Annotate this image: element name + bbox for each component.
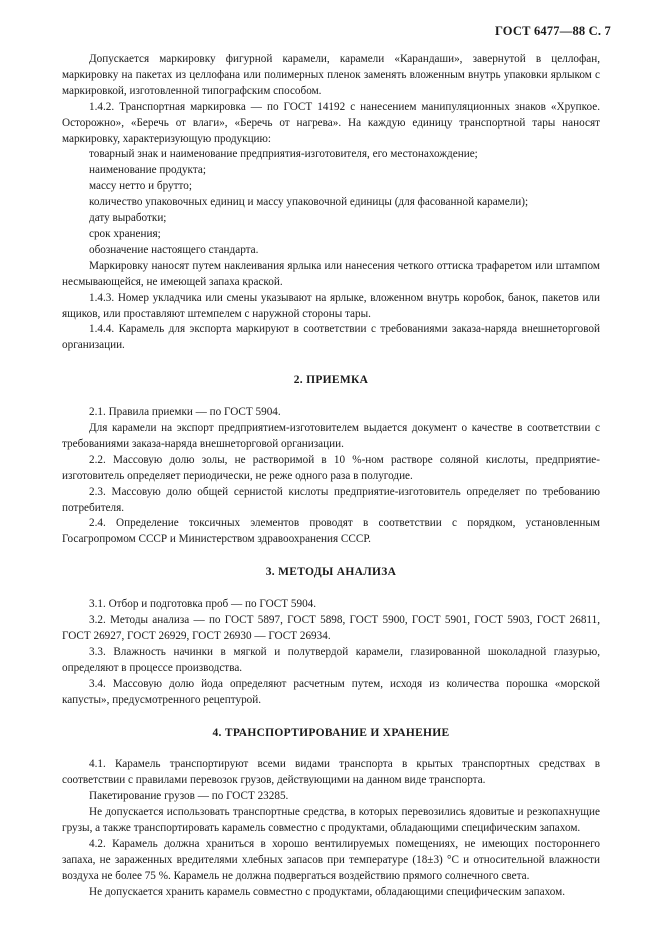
paragraph: Для карамели на экспорт предприятием-изготовителем выдается документ о качестве в соответствии с требованиями заказа-наряда внешнеторговой организации.	[62, 422, 600, 450]
list-item: наименование продукта;	[89, 164, 206, 177]
paragraph: 2.1. Правила приемки — по ГОСТ 5904.	[89, 406, 281, 419]
paragraph: 3.3. Влажность начинки в мягкой и полутвердой карамели, глазированной шоколадной глазурью, определяют в процессе производства.	[62, 645, 600, 674]
list-item: количество упаковочных единиц и массу упаковочной единицы (для фасованной карамели);	[89, 196, 529, 209]
list-item: дату выработки;	[89, 212, 167, 225]
paragraph: 1.4.2. Транспортная маркировка — по ГОСТ 14192 с нанесением манипуляционных знаков «Хрупкое. Осторожно», «Беречь от влаги», «Беречь от нагрева». На каждую единицу транспортной тары наносят маркировку, характеризующую продукцию:	[62, 100, 600, 145]
page-header: ГОСТ 6477—88 С. 7	[494, 24, 611, 38]
paragraph: 2.4. Определение токсичных элементов проводят в соответствии с порядком, установленным Госагропромом СССР и Министерством здравоохранения СССР.	[62, 517, 600, 546]
paragraph: 2.2. Массовую долю золы, не растворимой в 10 %-ном растворе соляной кислоты, предприятие-изготовитель определяет периодически, не реже одного раза в полугодие.	[62, 453, 600, 482]
paragraph: 4.1. Карамель транспортируют всеми видами транспорта в крытых транспортных средствах в соответствии с правилами перевозок грузов, действующими на данном виде транспорта.	[62, 758, 600, 787]
section-heading-acceptance: 2. ПРИЕМКА	[293, 374, 369, 387]
list-item: обозначение настоящего стандарта.	[89, 243, 259, 256]
paragraph: Допускается маркировку фигурной карамели, карамели «Карандаши», завернутой в целлофан, маркировку на пакетах из целлофана или полимерных пленок заменять вложенным внутрь упаковки ярлыком с маркировкой, изготовленной типографским способом.	[62, 53, 600, 97]
paragraph: 1.4.3. Номер укладчика или смены указывают на ярлыке, вложенном внутрь коробок, банок, пакетов или ящиков, или проставляют штемпелем с наружной стороны тары.	[62, 291, 600, 320]
list-item: товарный знак и наименование предприятия-изготовителя, его местонахождение;	[89, 148, 478, 161]
paragraph: Пакетирование грузов — по ГОСТ 23285.	[89, 790, 289, 803]
paragraph: Не допускается хранить карамель совместно с продуктами, обладающими специфическим запахом.	[89, 885, 565, 898]
paragraph: Не допускается использовать транспортные средства, в которых перевозились ядовитые и резкопахнущие грузы, а также транспортировать карамель совместно с продуктами, обладающими специфическим запахом.	[62, 806, 600, 835]
section-heading-analysis-methods: 3. МЕТОДЫ АНАЛИЗА	[265, 566, 397, 579]
section-heading-transport-storage: 4. ТРАНСПОРТИРОВАНИЕ И ХРАНЕНИЕ	[212, 726, 450, 739]
paragraph: 3.2. Методы анализа — по ГОСТ 5897, ГОСТ 5898, ГОСТ 5900, ГОСТ 5901, ГОСТ 5903, ГОСТ 26811, ГОСТ 26927, ГОСТ 26929, ГОСТ 26930 — ГОСТ 26934.	[62, 614, 600, 642]
paragraph: 4.2. Карамель должна храниться в хорошо вентилируемых помещениях, не имеющих постороннего запаха, не зараженных вредителями хлебных запасов при температуре (18±3) °С и относительной влажности воздуха не более 75 %. Карамель не должна подвергаться воздействию прямого солнечного света.	[62, 837, 600, 882]
document-body	[62, 52, 600, 901]
paragraph: 1.4.4. Карамель для экспорта маркируют в соответствии с требованиями заказа-наряда внешнеторговой организации.	[62, 323, 600, 352]
list-item: срок хранения;	[89, 227, 161, 240]
paragraph: 3.1. Отбор и подготовка проб — по ГОСТ 5904.	[89, 598, 317, 611]
list-item: массу нетто и брутто;	[89, 180, 192, 193]
paragraph: Маркировку наносят путем наклеивания ярлыка или нанесения четкого оттиска трафаретом или штампом несмывающейся, не имеющей запаха краской.	[62, 259, 600, 288]
paragraph: 2.3. Массовую долю общей сернистой кислоты предприятие-изготовитель определяет по требованию потребителя.	[62, 485, 600, 514]
paragraph: 3.4. Массовую долю йода определяют расчетным путем, исходя из количества порошка «морской капусты», предусмотренного рецептурой.	[62, 677, 600, 706]
